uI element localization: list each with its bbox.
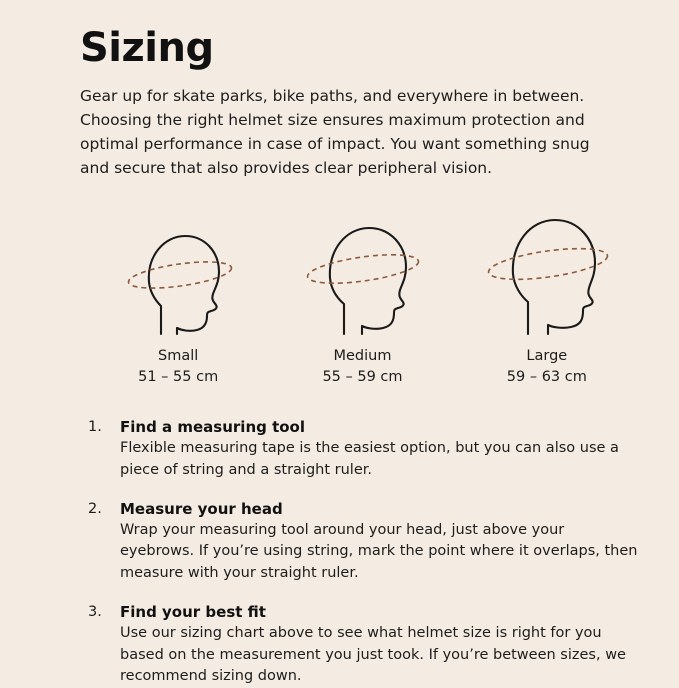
step-body (120, 603, 639, 688)
step-body (120, 418, 639, 482)
step-body (120, 500, 639, 585)
size-option-medium (270, 206, 454, 388)
step-item (88, 500, 639, 585)
size-name-small: Small (158, 348, 199, 365)
size-option-large (455, 206, 639, 388)
step-text: Wrap your measuring tool around your head, just above your eyebrows. If you’re using string, mark the point where it overlaps, then measure with your straight ruler. (120, 521, 638, 582)
size-range-large: 59 – 63 cm (506, 369, 587, 386)
size-range-small: 51 – 55 cm (138, 369, 219, 386)
step-title: Find your best fit (120, 602, 266, 621)
step-item (88, 603, 639, 688)
step-number: 1. (88, 419, 102, 436)
page-title: Sizing (80, 25, 214, 71)
size-option-small (86, 206, 270, 388)
step-number: 2. (88, 500, 102, 517)
instruction-steps (80, 418, 639, 688)
step-text: Use our sizing chart above to see what helmet size is right for you based on the measurement you just took. If you’re between sizes, we recommend sizing down. (120, 624, 626, 685)
size-chart (80, 206, 639, 388)
step-text: Flexible measuring tape is the easiest option, but you can also use a piece of string and a straight ruler. (120, 440, 619, 478)
head-profile-large-icon (480, 206, 614, 336)
step-item (88, 418, 639, 482)
head-profile-medium-icon (299, 206, 425, 336)
size-range-medium: 55 – 59 cm (322, 369, 403, 386)
size-name-medium: Medium (333, 348, 392, 365)
step-title: Measure your head (120, 499, 283, 518)
step-number: 3. (88, 603, 102, 620)
head-profile-small-icon (119, 206, 237, 336)
step-title: Find a measuring tool (120, 418, 306, 437)
intro-paragraph: Gear up for skate parks, bike paths, and everywhere in between. Choosing the right helmet size ensures maximum protection and optimal performance in case of impact. You want something snug and secure that also provides clear peripheral vision. (80, 87, 590, 178)
size-name-large: Large (526, 348, 568, 365)
